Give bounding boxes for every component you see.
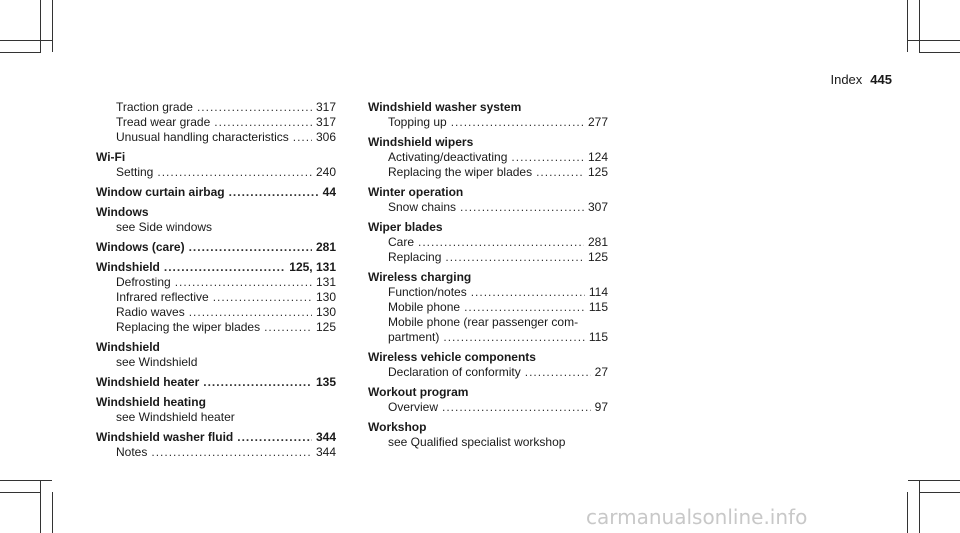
crop-mark xyxy=(907,492,908,533)
index-subentry-label: Infrared reflective xyxy=(116,290,209,304)
index-heading xyxy=(368,135,608,150)
index-entry xyxy=(96,260,336,335)
index-subentry xyxy=(96,130,336,145)
leader-dots xyxy=(293,130,312,145)
index-heading xyxy=(96,340,336,355)
leader-dots xyxy=(157,165,312,180)
crop-mark xyxy=(919,492,960,493)
index-heading-label: Wireless vehicle components xyxy=(368,350,536,364)
page-ref: 317 xyxy=(315,115,336,129)
index-subentry xyxy=(368,115,608,130)
leader-dots xyxy=(237,430,312,445)
page-ref: 125, 131 xyxy=(289,260,336,274)
page-ref: 307 xyxy=(587,200,608,214)
index-subentry xyxy=(368,165,608,180)
leader-dots xyxy=(511,150,584,165)
index-subentry xyxy=(368,250,608,265)
page-ref: 125 xyxy=(587,165,608,179)
index-entry xyxy=(96,395,336,425)
leader-dots xyxy=(229,185,319,200)
index-heading-label: Windshield heater xyxy=(96,375,200,389)
page-number: 445 xyxy=(870,72,892,87)
index-heading-label: Windows xyxy=(96,205,149,219)
page-ref: 281 xyxy=(315,240,336,254)
index-subentry-label: Activating/deactivating xyxy=(388,150,508,164)
index-subentry xyxy=(96,305,336,320)
leader-dots xyxy=(460,200,584,215)
index-heading xyxy=(368,220,608,235)
crop-mark xyxy=(40,0,41,52)
index-subentry xyxy=(368,400,608,415)
index-entry xyxy=(368,270,608,345)
index-subentry-label: Defrosting xyxy=(116,275,171,289)
leader-dots xyxy=(264,320,312,335)
page-ref: 135 xyxy=(315,375,336,389)
page-ref: 277 xyxy=(587,115,608,129)
leader-dots xyxy=(197,100,312,115)
index-subentry xyxy=(96,165,336,180)
index-entry xyxy=(368,100,608,130)
index-entry xyxy=(96,375,336,390)
index-entry xyxy=(368,135,608,180)
page-ref: 344 xyxy=(315,430,336,444)
index-entry xyxy=(96,240,336,255)
page-ref: 281 xyxy=(587,235,608,249)
crop-mark xyxy=(0,52,41,53)
index-subentry xyxy=(368,200,608,215)
index-heading xyxy=(96,150,336,165)
index-subentry-label: Snow chains xyxy=(388,200,457,214)
running-header xyxy=(830,72,892,87)
crop-mark xyxy=(919,52,960,53)
index-column-left xyxy=(96,100,336,465)
index-subentry-label: Mobile phone xyxy=(388,300,461,314)
index-entry xyxy=(368,350,608,380)
crop-mark xyxy=(52,0,53,52)
index-entry xyxy=(96,340,336,370)
page-ref: 97 xyxy=(594,400,608,414)
index-entry xyxy=(96,150,336,180)
index-subentry-label: Notes xyxy=(116,445,148,459)
index-subentry-label: Replacing xyxy=(388,250,442,264)
crop-mark xyxy=(52,492,53,533)
leader-dots xyxy=(214,115,312,130)
index-subentry xyxy=(368,435,608,450)
index-subentry-label: Tread wear grade xyxy=(116,115,211,129)
index-entry xyxy=(368,420,608,450)
page-ref: 125 xyxy=(587,250,608,264)
index-subentry xyxy=(368,285,608,300)
index-subentry xyxy=(368,315,608,330)
index-heading xyxy=(96,260,336,275)
index-heading xyxy=(96,240,336,255)
index-subentry xyxy=(96,410,336,425)
index-entry xyxy=(96,430,336,460)
page-ref: 344 xyxy=(315,445,336,459)
index-entry xyxy=(368,385,608,415)
header-label: Index xyxy=(830,72,863,87)
index-entry xyxy=(368,220,608,265)
page-ref: 115 xyxy=(588,300,608,314)
leader-dots xyxy=(203,375,312,390)
index-subentry-label: Radio waves xyxy=(116,305,185,319)
leader-dots xyxy=(445,250,584,265)
index-heading-label: Windshield washer system xyxy=(368,100,522,114)
index-heading-label: Workshop xyxy=(368,420,427,434)
leader-dots xyxy=(189,240,312,255)
index-subentry-label: Setting xyxy=(116,165,154,179)
index-heading xyxy=(368,350,608,365)
page-ref: 44 xyxy=(322,185,336,199)
leader-dots xyxy=(442,400,591,415)
index-subentry-continued xyxy=(368,330,608,345)
leader-dots xyxy=(189,305,312,320)
index-subentry xyxy=(96,355,336,370)
index-heading-label: Windshield washer fluid xyxy=(96,430,234,444)
index-heading-label: Wireless charging xyxy=(368,270,472,284)
watermark: carmanualsonline.info xyxy=(586,505,808,529)
index-heading-label: Windshield wipers xyxy=(368,135,474,149)
index-heading-label: Wiper blades xyxy=(368,220,443,234)
index-subentry-label: see Windshield xyxy=(116,355,198,369)
page-ref: 317 xyxy=(315,100,336,114)
index-subentry-label: Unusual handling characteristics xyxy=(116,130,289,144)
index-entry xyxy=(96,185,336,200)
index-heading-label: Wi-Fi xyxy=(96,150,126,164)
index-heading xyxy=(368,100,608,115)
index-subentry xyxy=(96,220,336,235)
index-heading-label: Windows (care) xyxy=(96,240,185,254)
crop-mark xyxy=(908,480,960,481)
leader-dots xyxy=(443,330,585,345)
index-subentry-label: Overview xyxy=(388,400,439,414)
page-ref: 306 xyxy=(315,130,336,144)
index-subentry-label: Replacing the wiper blades xyxy=(116,320,261,334)
page-ref: 130 xyxy=(315,305,336,319)
index-subentry-continued-label: partment) xyxy=(388,330,440,344)
crop-mark xyxy=(0,480,52,481)
index-entry xyxy=(368,185,608,215)
index-heading xyxy=(368,420,608,435)
index-subentry xyxy=(368,365,608,380)
index-subentry-label: Care xyxy=(388,235,415,249)
index-heading-label: Window curtain airbag xyxy=(96,185,225,199)
index-subentry-label: Declaration of conformity xyxy=(388,365,521,379)
index-entry xyxy=(96,205,336,235)
index-heading xyxy=(96,205,336,220)
index-heading xyxy=(368,270,608,285)
index-subentry xyxy=(96,115,336,130)
page-ref: 240 xyxy=(315,165,336,179)
index-subentry xyxy=(96,445,336,460)
page-ref: 114 xyxy=(588,285,608,299)
page-ref: 125 xyxy=(315,320,336,334)
index-heading-label: Workout program xyxy=(368,385,469,399)
index-subentry xyxy=(96,100,336,115)
index-heading xyxy=(96,185,336,200)
crop-mark xyxy=(40,480,41,533)
crop-mark xyxy=(908,40,960,41)
leader-dots xyxy=(151,445,312,460)
crop-mark xyxy=(0,40,52,41)
crop-mark xyxy=(919,480,920,533)
index-subentry-label: Topping up xyxy=(388,115,447,129)
leader-dots xyxy=(525,365,591,380)
leader-dots xyxy=(451,115,584,130)
index-heading xyxy=(96,375,336,390)
index-heading xyxy=(368,185,608,200)
index-entry xyxy=(96,100,336,145)
page-ref: 27 xyxy=(594,365,608,379)
index-column-right xyxy=(368,100,608,455)
index-subentry-label: Function/notes xyxy=(388,285,467,299)
crop-mark xyxy=(907,0,908,52)
index-heading-label: Windshield xyxy=(96,260,160,274)
index-subentry-label: see Qualified specialist workshop xyxy=(388,435,566,449)
page-ref: 124 xyxy=(587,150,608,164)
index-heading xyxy=(368,385,608,400)
leader-dots xyxy=(464,300,585,315)
leader-dots xyxy=(536,165,584,180)
index-subentry-label: see Side windows xyxy=(116,220,213,234)
leader-dots xyxy=(164,260,285,275)
index-heading-label: Winter operation xyxy=(368,185,464,199)
leader-dots xyxy=(471,285,585,300)
index-subentry-label: see Windshield heater xyxy=(116,410,235,424)
page-ref: 115 xyxy=(588,330,608,344)
index-subentry xyxy=(96,290,336,305)
index-subentry xyxy=(368,300,608,315)
index-subentry-label: Replacing the wiper blades xyxy=(388,165,533,179)
leader-dots xyxy=(418,235,584,250)
index-heading-label: Windshield xyxy=(96,340,160,354)
index-subentry-label: Mobile phone (rear passenger com- xyxy=(388,315,579,329)
index-heading xyxy=(96,430,336,445)
index-subentry xyxy=(96,275,336,290)
index-subentry xyxy=(368,150,608,165)
page-ref: 130 xyxy=(315,290,336,304)
index-subentry-label: Traction grade xyxy=(116,100,193,114)
index-subentry xyxy=(368,235,608,250)
crop-mark xyxy=(919,0,920,52)
index-subentry xyxy=(96,320,336,335)
page-ref: 131 xyxy=(315,275,336,289)
index-heading-label: Windshield heating xyxy=(96,395,206,409)
index-heading xyxy=(96,395,336,410)
leader-dots xyxy=(213,290,312,305)
leader-dots xyxy=(175,275,312,290)
crop-mark xyxy=(0,492,41,493)
